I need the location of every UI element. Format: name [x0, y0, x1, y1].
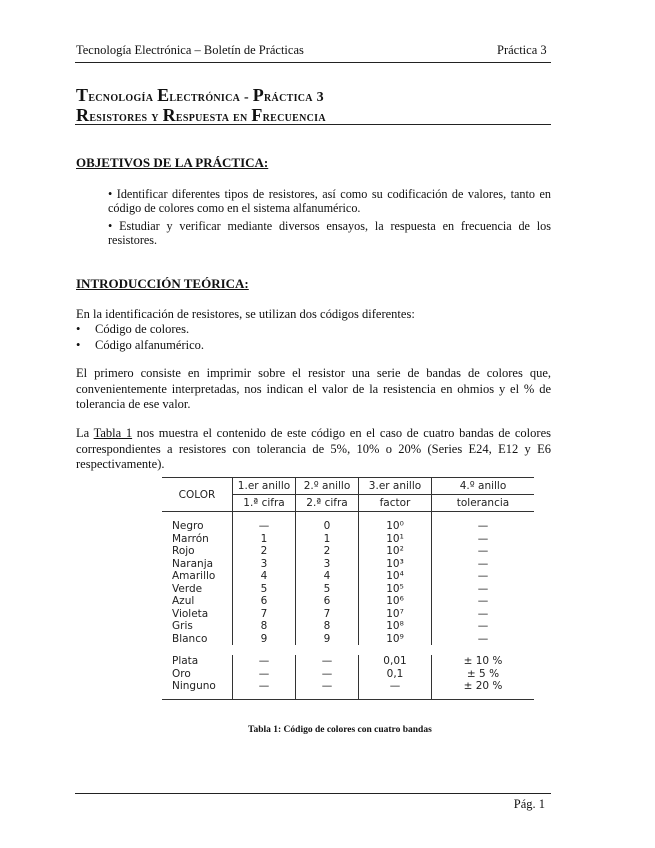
list-item: • Código alfanumérico. [76, 338, 204, 352]
color-name-cell: Gris [172, 620, 193, 632]
page-number: Pág. 1 [513, 797, 545, 811]
table-row [162, 570, 534, 583]
value-cell: 10⁶ [359, 595, 432, 608]
value-cell: 10⁸ [359, 620, 432, 633]
value-cell: 7 [233, 608, 296, 621]
value-cell: 9 [296, 633, 359, 646]
header-rule [75, 62, 551, 63]
value-cell: — [432, 558, 535, 571]
color-name-cell: Verde [172, 582, 203, 595]
value-cell: — [432, 512, 535, 533]
value-cell: — [432, 595, 535, 608]
color-name-cell: Amarillo [172, 570, 216, 582]
table-row [162, 533, 534, 546]
value-cell: ± 5 % [432, 668, 535, 681]
color-name-cell: Blanco [172, 632, 208, 645]
table-row [162, 633, 534, 646]
value-cell: — [233, 655, 296, 668]
table-row [162, 545, 534, 558]
value-cell: ± 10 % [432, 655, 535, 668]
value-cell: 10⁷ [359, 608, 432, 621]
col-subheader-digit2: 2.ª cifra [296, 495, 359, 512]
table-row [162, 668, 534, 681]
value-cell: — [359, 680, 432, 699]
value-cell: — [233, 680, 296, 699]
value-cell: 0 [296, 512, 359, 533]
value-cell: 10¹ [359, 533, 432, 546]
color-name-cell: Ninguno [162, 680, 233, 699]
value-cell: — [432, 570, 535, 583]
table-1-link[interactable]: Tabla 1 [93, 426, 133, 440]
col-header-ring2: 2.º anillo [296, 478, 359, 495]
table-spacer [162, 645, 534, 655]
objectives-heading: OBJETIVOS DE LA PRÁCTICA: [76, 155, 269, 170]
color-name-cell: Azul [172, 595, 195, 607]
value-cell: — [296, 680, 359, 699]
color-name-cell: Marrón [172, 532, 209, 545]
value-cell: 10⁰ [359, 512, 432, 533]
running-header-practice: Práctica 3 [497, 43, 547, 57]
table-row [162, 583, 534, 596]
col-subheader-factor: factor [359, 495, 432, 512]
intro-paragraph-2: El primero consiste en imprimir sobre el resistor una serie de bandas de colores que, convenientemente interpretadas, nos indican el valor de la resistencia en ohmios y el % de tolerancia de ese valor. [76, 366, 551, 411]
value-cell: 10⁹ [359, 633, 432, 646]
page-title-line-2: Resistores y Respuesta en Frecuencia [76, 105, 326, 125]
value-cell: 6 [296, 595, 359, 608]
objective-item-1: • Identificar diferentes tipos de resistores, así como su codificación de valores, tanto en código de colores como en el sistema alfanumérico. [108, 187, 551, 215]
value-cell: 5 [296, 583, 359, 596]
col-header-ring3: 3.er anillo [359, 478, 432, 495]
value-cell: 0,01 [359, 655, 432, 668]
value-cell: — [432, 533, 535, 546]
value-cell: — [432, 583, 535, 596]
intro-paragraph-3: La Tabla 1 nos muestra el contenido de este código en el caso de cuatro bandas de colores correspondientes a resistores con tolerancia de 5%, 10% o 20% (Series E24, E12 y E6 respectivamente). [76, 426, 551, 471]
value-cell: — [296, 668, 359, 681]
value-cell: 5 [233, 583, 296, 596]
table-row [162, 512, 534, 533]
table-row [162, 680, 534, 699]
value-cell: 4 [296, 570, 359, 583]
value-cell: 2 [296, 545, 359, 558]
value-cell: 10⁴ [359, 570, 432, 583]
value-cell: 10³ [359, 558, 432, 571]
value-cell: 6 [233, 595, 296, 608]
intro-heading: INTRODUCCIÓN TEÓRICA: [76, 276, 249, 291]
page-title-line-1: Tecnología Electrónica - Práctica 3 [76, 85, 324, 105]
table-row [162, 608, 534, 621]
table-caption: Tabla 1: Código de colores con cuatro bandas [248, 725, 432, 735]
value-cell: 7 [296, 608, 359, 621]
value-cell: — [432, 620, 535, 633]
value-cell: 3 [233, 558, 296, 571]
value-cell: 10⁵ [359, 583, 432, 596]
color-code-table [162, 477, 534, 700]
value-cell: 9 [233, 633, 296, 646]
value-cell: 8 [233, 620, 296, 633]
value-cell: 10² [359, 545, 432, 558]
color-name-cell: Violeta [172, 607, 209, 620]
value-cell: — [432, 633, 535, 646]
value-cell: 8 [296, 620, 359, 633]
table-row [162, 655, 534, 668]
color-code-rows [162, 512, 534, 700]
col-subheader-tolerance: tolerancia [432, 495, 535, 512]
table-row [162, 595, 534, 608]
footer-rule [75, 793, 551, 794]
value-cell: — [233, 512, 296, 533]
col-header-ring1: 1.er anillo [233, 478, 296, 495]
value-cell: 4 [233, 570, 296, 583]
value-cell: 3 [296, 558, 359, 571]
list-item: • Código de colores. [76, 322, 190, 336]
value-cell: — [432, 608, 535, 621]
col-header-ring4: 4.º anillo [432, 478, 535, 495]
value-cell: — [233, 668, 296, 681]
color-name-cell: Negro [172, 520, 204, 532]
color-name-cell: Rojo [172, 545, 195, 557]
col-header-color: COLOR [162, 478, 233, 512]
value-cell: 1 [296, 533, 359, 546]
color-name-cell: Plata [172, 655, 199, 667]
intro-paragraph-1: En la identificación de resistores, se utilizan dos códigos diferentes: [76, 307, 415, 321]
value-cell: 0,1 [359, 668, 432, 681]
value-cell: 2 [233, 545, 296, 558]
value-cell: 1 [233, 533, 296, 546]
title-rule [75, 124, 551, 125]
col-subheader-digit1: 1.ª cifra [233, 495, 296, 512]
value-cell: ± 20 % [432, 680, 535, 699]
color-name-cell: Oro [172, 667, 191, 680]
value-cell: — [296, 655, 359, 668]
value-cell: — [432, 545, 535, 558]
table-row [162, 620, 534, 633]
table-row [162, 558, 534, 571]
objective-item-2: • Estudiar y verificar mediante diversos ensayos, la respuesta en frecuencia de los resistores. [108, 219, 551, 247]
color-name-cell: Naranja [172, 557, 214, 570]
running-header-title: Tecnología Electrónica – Boletín de Prácticas [76, 43, 304, 57]
